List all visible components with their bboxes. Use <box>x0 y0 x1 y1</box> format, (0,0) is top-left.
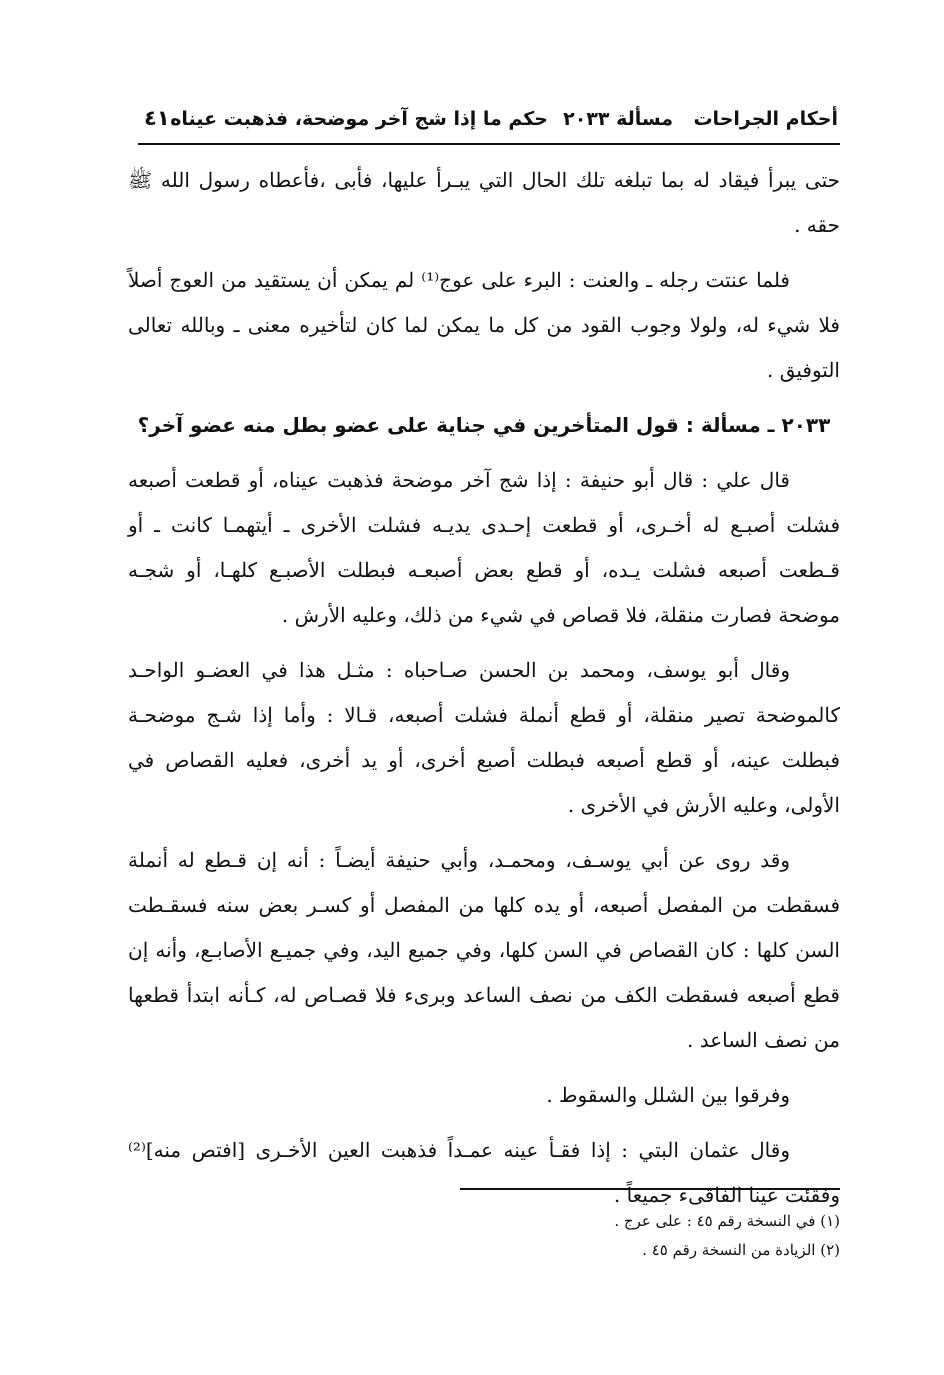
page-number: ٤١ <box>144 106 170 130</box>
running-header <box>138 98 838 138</box>
issue-number: مسألة ٢٠٣٣ <box>563 108 673 130</box>
header-divider <box>138 143 840 145</box>
section-heading: ٢٠٣٣ ـ مسألة : قول المتأخرين في جناية على عضو بطل منه عضو آخر؟ <box>137 413 831 437</box>
paragraph-6: وفرقوا بين الشلل والسقوط . <box>546 1083 790 1107</box>
footnote-divider <box>460 1188 840 1190</box>
footnote-2: (٢) الزيادة من النسخة رقم ٤٥ . <box>642 1241 840 1259</box>
paragraph-5: وقد روى عن أبي يوسـف، ومحمـد، وأبي حنيفة أيضـاً : أنه إن قـطع له أنملة فسقطت من المفصل أصبعه، أو يده كلها من المفصل أو كسـر بعض سنه فسقـطت السن كلها : كان القصاص في السن كلها، وفي جميع اليد، وفي جميـع الأصابـع، وأنه إن قطع أصبعه فسقطت الكف من نصف الساعد وبرىء فلا قصـاص له، كـأنه ابتدأ قطعها من نصف الساعد . <box>128 848 840 1052</box>
paragraph-1: حتى يبرأ فيقاد له بما تبلغه تلك الحال التي يبـرأ عليها، فأبى ،فأعطاه رسول الله ﷺ حقه . <box>128 168 840 237</box>
paragraph-2: فلما عنتت رجله ـ والعنت : البرء على عوج⁽¹⁾ لم يمكن أن يستقيد من العوج أصلاً فلا شيء له، ولولا وجوب القود من كل ما يمكن لما كان لتأخيره معنى ـ وبالله تعالى التوفيق . <box>128 268 840 382</box>
paragraph-3: قال علي : قال أبو حنيفة : إذا شج آخر موضحة فذهبت عيناه، أو قطعت أصبعه فشلت أصبـع له أخـرى، أو قطعت إحـدى يديـه فشلت الأخرى ـ أيتهمـا كانت ـ أو قـطعت أصبعه فشلت يـده، أو قطع بعض أصبعـه فبطلت الأصبـع كلهـا، أو شجـه موضحة فصارت منقلة، فلا قصاص في شيء من ذلك، وعليه الأرش . <box>128 468 841 627</box>
main-text <box>128 158 840 1228</box>
book-title: أحكام الجراحات <box>693 108 838 130</box>
header-topic: حكم ما إذا شج آخر موضحة، فذهبت عيناه <box>170 108 548 130</box>
footnotes <box>460 1207 840 1265</box>
footnote-1: (١) في النسخة رقم ٤٥ : على عرج . <box>614 1212 840 1230</box>
paragraph-7: وقال عثمان البتي : إذا فقـأ عينه عمـداً فذهبت العين الأخـرى [افتص منه]⁽²⁾ وفقئت عينا الفاقىء جميعاً . <box>128 1138 840 1207</box>
paragraph-4: وقال أبو يوسف، ومحمد بن الحسن صـاحباه : مثـل هذا في العضـو الواحـد كالموضحة تصير منقلة، أو قطع أنملة فشلت أصبعه، قـالا : وأما إذا شـج موضحـة فبطلت عينه، أو قطع أصبعه فبطلت أصبع أخرى، أو يد أخرى، فعليه القصاص في الأولى، وعليه الأرش في الأخرى . <box>128 658 841 817</box>
